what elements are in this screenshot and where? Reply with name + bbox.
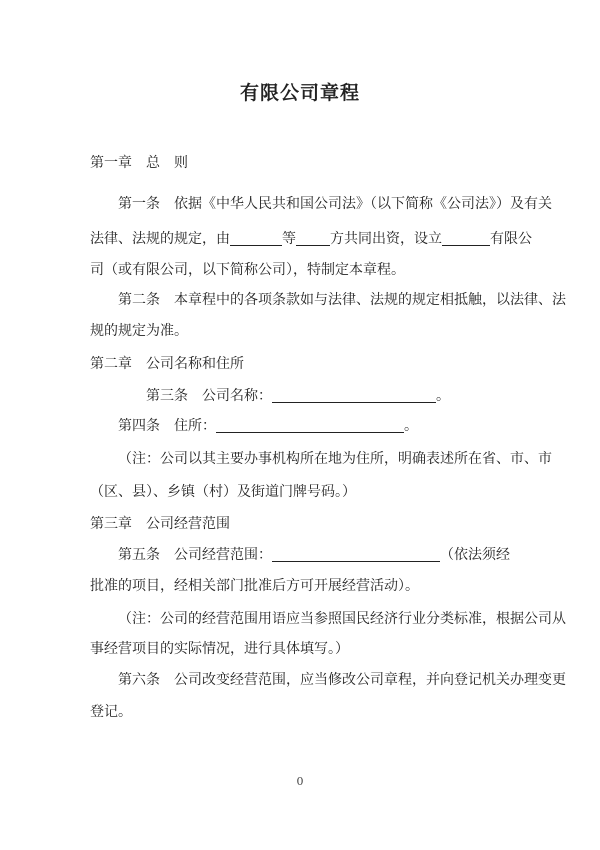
- article-5-text: 公司经营范围：: [174, 547, 272, 563]
- article-3-label: 第三条: [146, 388, 188, 404]
- article-4-label: 第四条: [118, 418, 160, 434]
- company-name-blank[interactable]: [442, 230, 490, 246]
- chapter-2-heading: [90, 349, 522, 380]
- page-number: 0: [296, 775, 304, 788]
- company-name-field[interactable]: [272, 387, 436, 403]
- article-2-line-1: [90, 285, 566, 316]
- article-1-line-2: [90, 224, 532, 255]
- note-2-line-2: [90, 634, 522, 665]
- article-5-line-1: [90, 540, 550, 571]
- article-1-line-1: [90, 189, 550, 220]
- article-6-label: 第六条: [118, 672, 160, 688]
- article-1-text-2c: 方共同出资，设立: [330, 231, 442, 247]
- article-4-text: 住所：: [174, 418, 216, 434]
- article-1-label: 第一条: [118, 196, 160, 212]
- article-1-text-2a: 法律、法规的规定，由: [90, 231, 230, 247]
- article-6-line-2: [90, 697, 522, 728]
- document-title: 有限公司章程: [239, 82, 360, 104]
- note-1-text-2: （区、县）、乡镇（村）及街道门牌号码。）: [90, 484, 356, 500]
- article-4-end: 。: [404, 418, 418, 434]
- note-2-text-1: （注：公司的经营范围用语应当参照国民经济行业分类标准，根据公司从: [118, 611, 566, 627]
- chapter-1-name: 总 则: [146, 155, 188, 171]
- article-1-text-1: 依据《中华人民共和国公司法》（以下简称《公司法》）及有关: [174, 196, 552, 212]
- article-1-line-3: [90, 255, 522, 286]
- article-4-line: [90, 411, 550, 442]
- note-2-line-1: [90, 604, 566, 635]
- article-1-text-2d: 有限公: [490, 231, 532, 247]
- article-5-text-end: （依法须经: [440, 547, 510, 563]
- article-3-line: [90, 381, 578, 412]
- article-2-text-2: 规的规定为准。: [90, 323, 188, 339]
- chapter-3-name: 公司经营范围: [146, 516, 230, 532]
- article-3-end: 。: [436, 388, 450, 404]
- article-5-label: 第五条: [118, 547, 160, 563]
- note-1-line-1: [90, 444, 550, 475]
- article-2-text-1: 本章程中的各项条款如与法律、法规的规定相抵触，以法律、法: [174, 292, 566, 308]
- article-2-line-2: [90, 316, 522, 347]
- article-1-text-2b: 等: [282, 231, 296, 247]
- article-5-text-2: 批准的项目，经相关部门批准后方可开展经营活动）。: [90, 578, 419, 594]
- shareholder-1-blank[interactable]: [230, 230, 282, 246]
- note-2-text-2: 事经营项目的实际情况，进行具体填写。）: [90, 641, 349, 657]
- article-5-line-2: [90, 571, 522, 602]
- note-1-line-2: [90, 477, 522, 508]
- article-3-text: 公司名称：: [202, 388, 272, 404]
- chapter-3-label: 第三章: [90, 516, 132, 532]
- shareholder-count-blank[interactable]: [296, 230, 330, 246]
- business-scope-field[interactable]: [272, 546, 440, 562]
- chapter-1-heading: [90, 148, 522, 179]
- address-field[interactable]: [216, 417, 404, 433]
- note-1-text-1: （注：公司以其主要办事机构所在地为住所，明确表述所在省、市、市: [118, 451, 552, 467]
- chapter-3-heading: [90, 509, 522, 540]
- article-2-label: 第二条: [118, 292, 160, 308]
- article-1-text-3: 司（或有限公司，以下简称公司），特制定本章程。: [90, 262, 405, 278]
- article-6-text-2: 登记。: [90, 704, 132, 720]
- article-6-line-1: [90, 665, 566, 696]
- article-6-text-1: 公司改变经营范围，应当修改公司章程，并向登记机关办理变更: [174, 672, 566, 688]
- chapter-1-label: 第一章: [90, 155, 132, 171]
- chapter-2-name: 公司名称和住所: [146, 356, 244, 372]
- chapter-2-label: 第二章: [90, 356, 132, 372]
